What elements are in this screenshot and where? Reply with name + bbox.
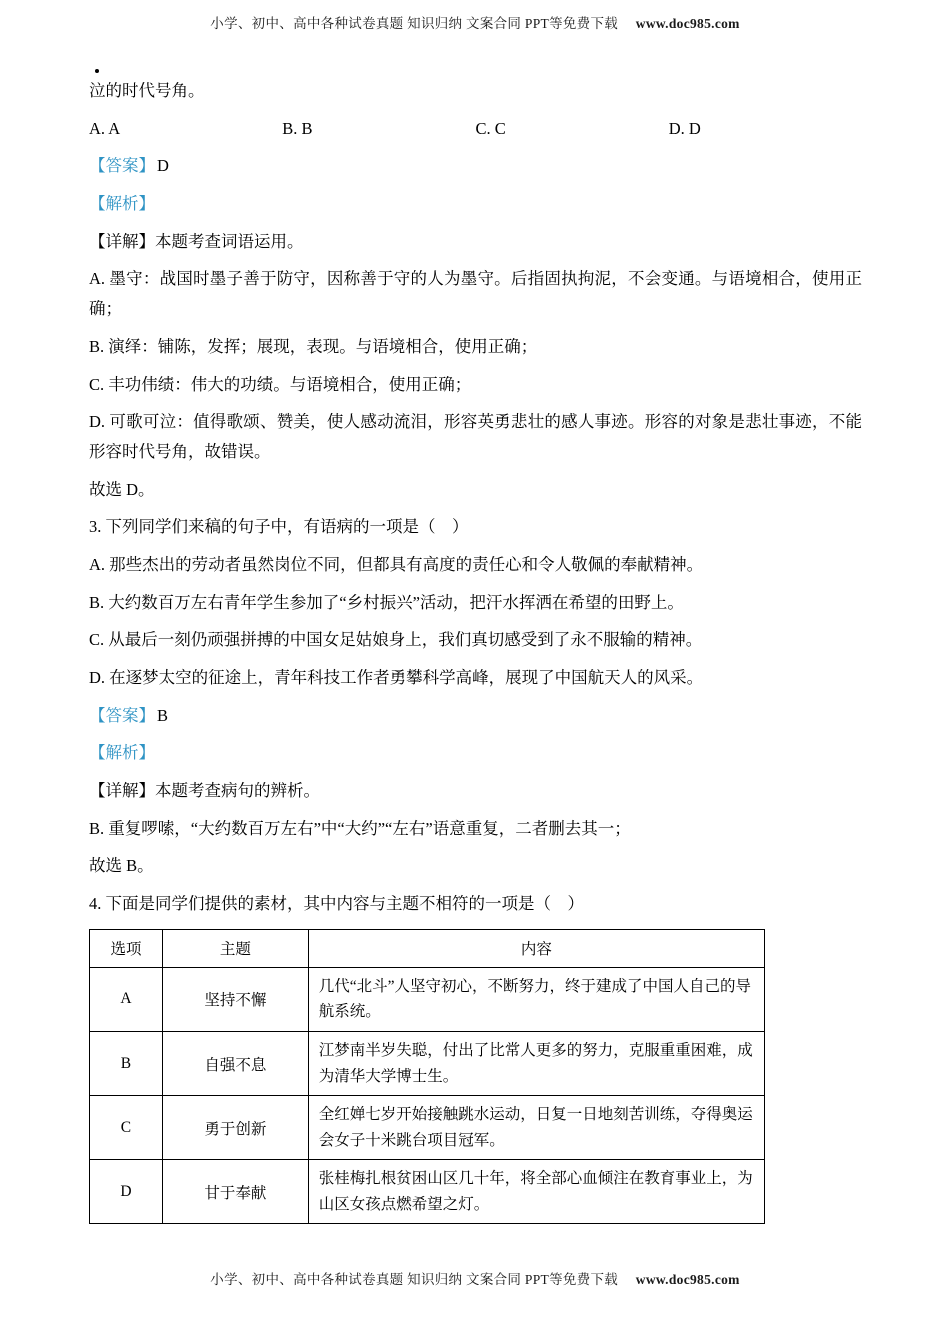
table-row — [90, 1096, 765, 1160]
question3-conclusion: 故选 B。 — [89, 856, 154, 876]
footer-site-link[interactable]: www.doc985.com — [635, 1272, 740, 1287]
cell-content: 张桂梅扎根贫困山区几十年，将全部心血倾注在教育事业上，为山区女孩点燃希望之灯。 — [308, 1160, 764, 1224]
footer-text: 小学、初中、高中各种试卷真题 知识归纳 文案合同 PPT等免费下载 — [210, 1272, 619, 1287]
emphasis-dot-icon — [95, 69, 99, 73]
cell-option: C — [90, 1096, 163, 1160]
question2-analysis-point-a: A. 墨守：战国时墨子善于防守，因称善于守的人为墨守。后指固执拘泥，不会变通。与语境相合，使用正确； — [89, 269, 862, 319]
header-site-link[interactable]: www.doc985.com — [635, 16, 740, 31]
table-header-row — [90, 929, 765, 967]
page-header — [0, 12, 950, 32]
cell-option: A — [90, 967, 163, 1031]
table-row — [90, 1160, 765, 1224]
question2-analysis-point-d: D. 可歌可泣：值得歌颂、赞美，使人感动流泪，形容英勇悲壮的感人事迹。形容的对象是悲壮事迹，不能形容时代号角，故错误。 — [89, 412, 862, 461]
cell-option: D — [90, 1160, 163, 1224]
document-content — [89, 62, 862, 1224]
question2-option-a: A. A — [89, 118, 121, 138]
emphasized-char: 泣 — [89, 76, 106, 106]
question2-analysis-point-c: C. 丰功伟绩：伟大的功绩。与语境相合，使用正确； — [89, 374, 472, 394]
question2-option-d: D. D — [668, 118, 701, 138]
question3-option-a: A. 那些杰出的劳动者虽然岗位不同，但都具有高度的责任心和令人敬佩的奉献精神。 — [89, 554, 704, 574]
cell-content: 全红婵七岁开始接触跳水运动，日复一日地刻苦训练，夺得奥运会女子十米跳台项目冠军。 — [308, 1096, 764, 1160]
page-footer — [0, 1268, 950, 1288]
cell-theme: 勇于创新 — [162, 1096, 308, 1160]
question2-stem-fragment — [89, 62, 862, 106]
question4-stem: 4. 下面是同学们提供的素材，其中内容与主题不相符的一项是（ ） — [89, 894, 584, 914]
answer-value: D — [157, 156, 169, 176]
material-table — [89, 929, 765, 1225]
cell-content: 江梦南半岁失聪，付出了比常人更多的努力，克服重重困难，成为清华大学博士生。 — [308, 1031, 764, 1095]
cell-theme: 坚持不懈 — [162, 967, 308, 1031]
question3-option-c: C. 从最后一刻仍顽强拼搏的中国女足姑娘身上，我们真切感受到了永不服输的精神。 — [89, 630, 703, 650]
question3-answer-line — [89, 701, 862, 731]
question2-detail-line: 【详解】本题考查词语运用。 — [89, 231, 304, 251]
question3-option-b: B. 大约数百万左右青年学生参加了“乡村振兴”活动，把汗水挥洒在希望的田野上。 — [89, 592, 684, 612]
question2-option-c: C. C — [475, 118, 506, 138]
question3-stem: 3. 下列同学们来稿的句子中，有语病的一项是（ ） — [89, 517, 469, 537]
question3-analysis-label-line — [89, 738, 862, 768]
cell-theme: 自强不息 — [162, 1031, 308, 1095]
question2-options-row — [89, 114, 862, 144]
table-row — [90, 1031, 765, 1095]
answer-label: 【答案】 — [89, 705, 155, 725]
cell-theme: 甘于奉献 — [162, 1160, 308, 1224]
question3-option-d: D. 在逐梦太空的征途上，青年科技工作者勇攀科学高峰，展现了中国航天人的风采。 — [89, 668, 704, 687]
question2-analysis-label-line — [89, 189, 862, 219]
stem-fragment-text: 的时代号角。 — [105, 81, 205, 100]
header-text: 小学、初中、高中各种试卷真题 知识归纳 文案合同 PPT等免费下载 — [210, 16, 619, 31]
question2-answer-line — [89, 151, 862, 181]
question2-analysis-point-b: B. 演绎：铺陈，发挥；展现，表现。与语境相合，使用正确； — [89, 336, 538, 356]
analysis-label: 【解析】 — [89, 194, 155, 214]
column-header-option: 选项 — [90, 929, 163, 967]
analysis-label: 【解析】 — [89, 743, 155, 763]
answer-label: 【答案】 — [89, 156, 155, 176]
question2-option-b: B. B — [282, 118, 313, 138]
question2-conclusion: 故选 D。 — [89, 479, 155, 499]
column-header-theme: 主题 — [162, 929, 308, 967]
answer-value: B — [157, 705, 169, 725]
cell-option: B — [90, 1031, 163, 1095]
table-row — [90, 967, 765, 1031]
column-header-content: 内容 — [308, 929, 764, 967]
question3-analysis-point-b: B. 重复啰嗦，“大约数百万左右”中“大约”“左右”语意重复，二者删去其一； — [89, 818, 631, 838]
question3-detail-line: 【详解】本题考查病句的辨析。 — [89, 781, 320, 801]
cell-content: 几代“北斗”人坚守初心，不断努力，终于建成了中国人自己的导航系统。 — [308, 967, 764, 1031]
